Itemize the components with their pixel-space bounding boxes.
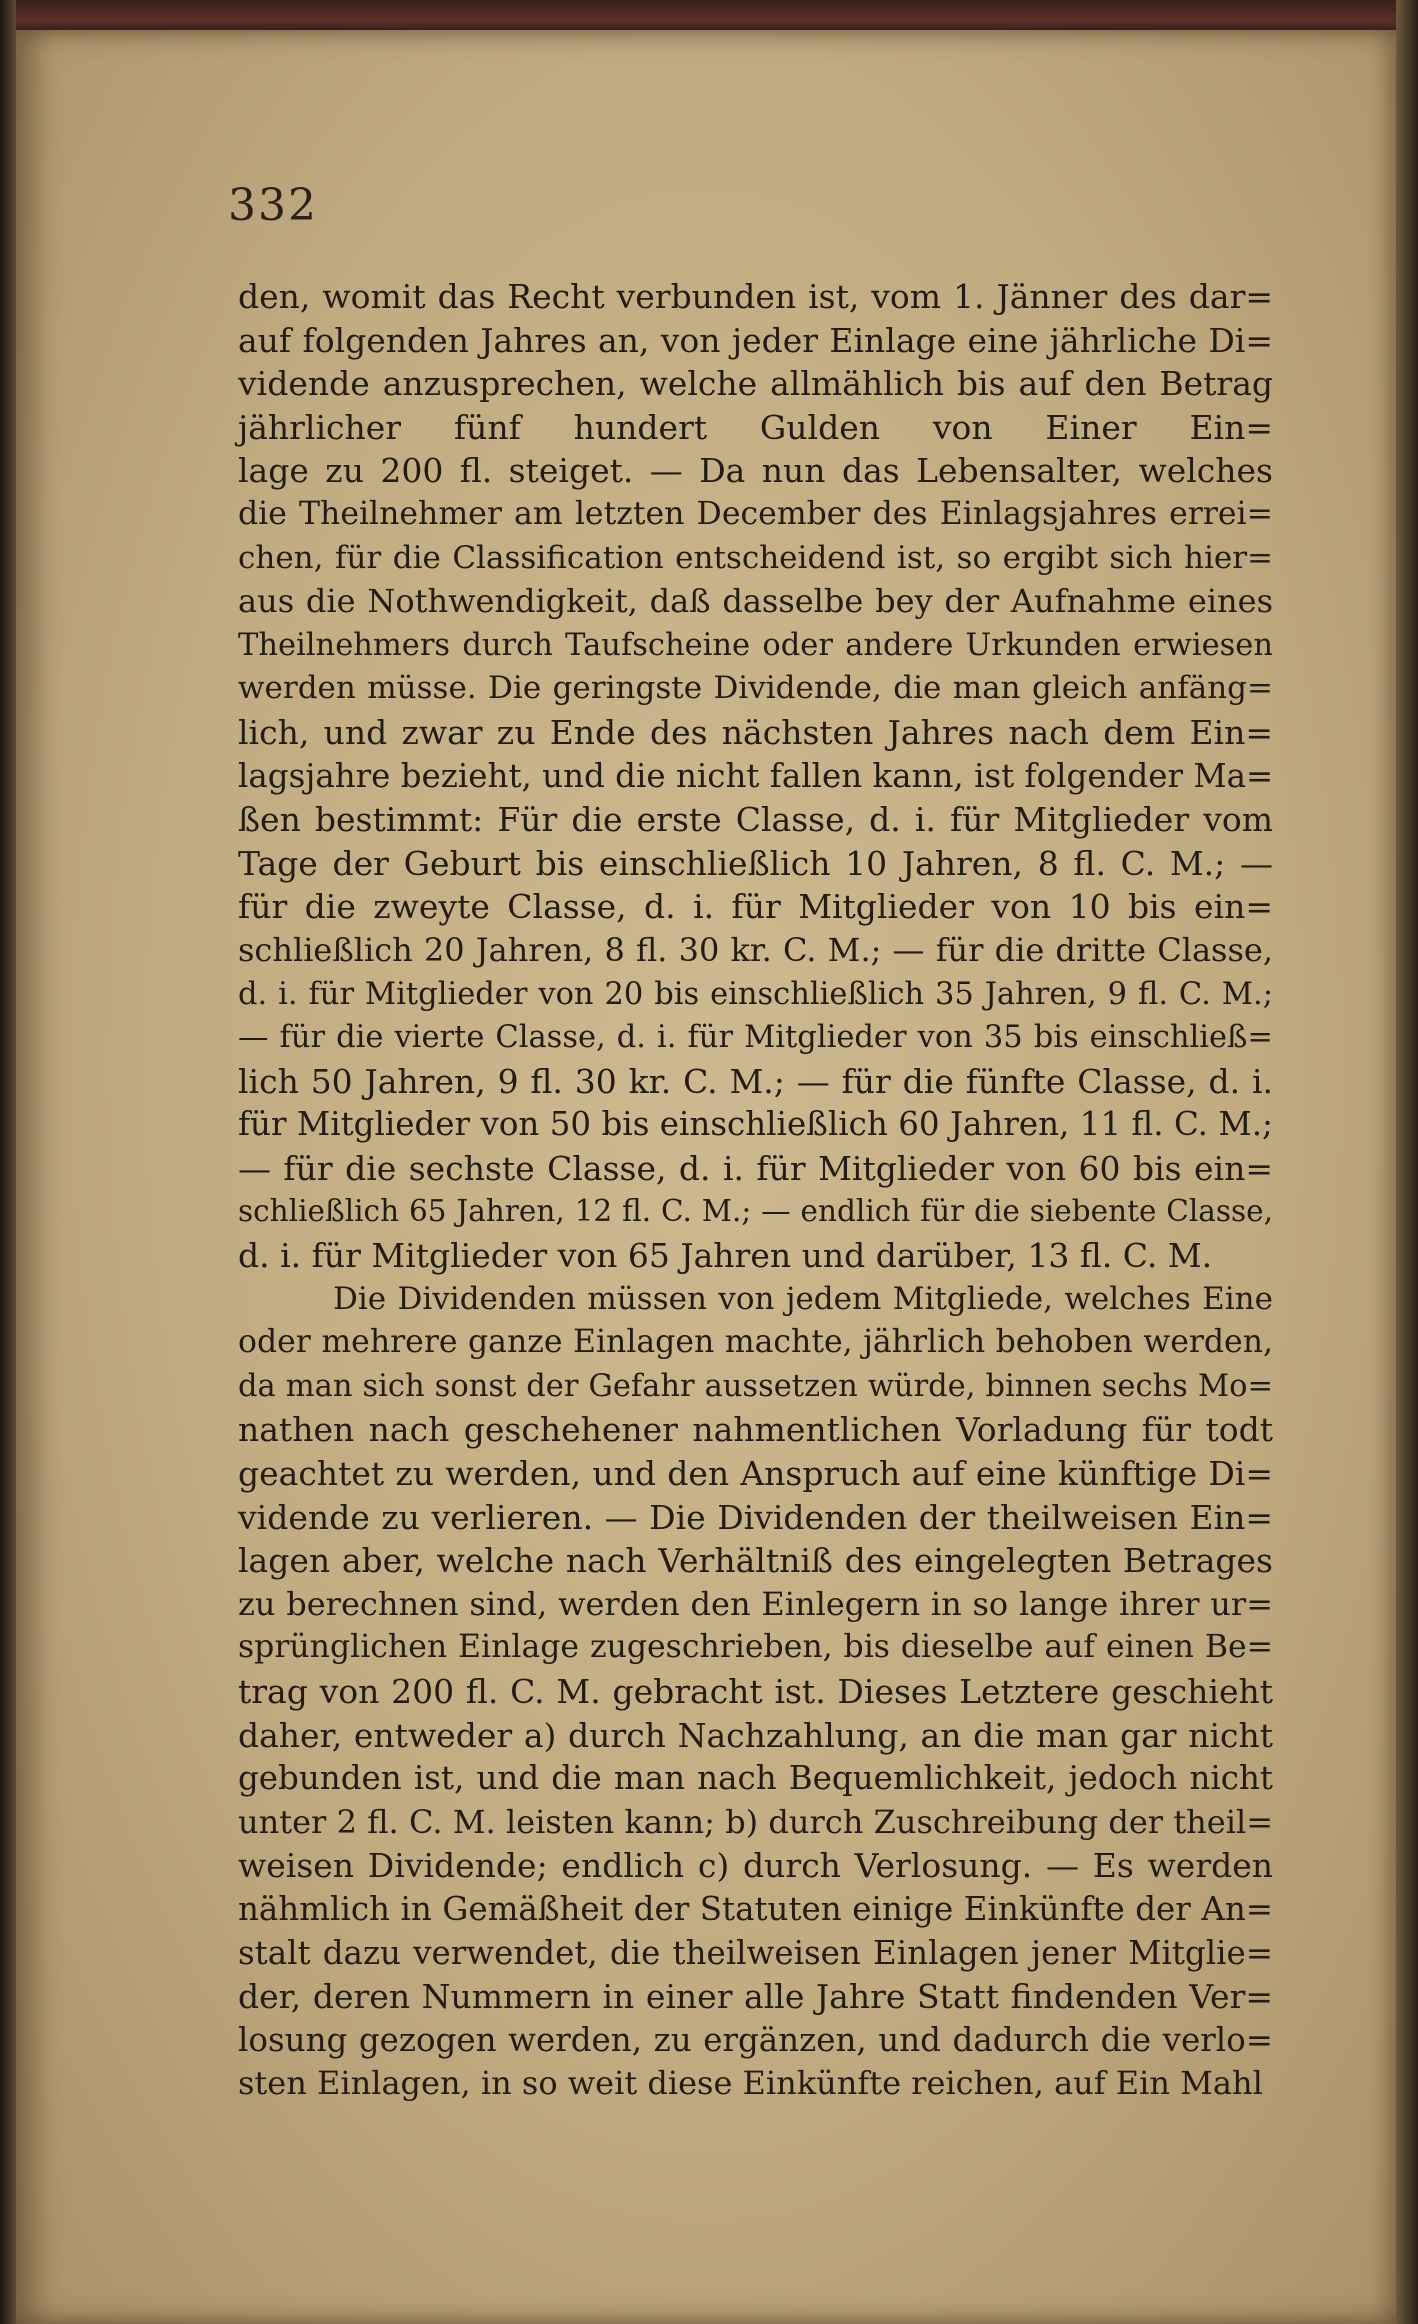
text-line: Die Dividenden müssen von jedem Mitgliede, welches Eine <box>333 1280 1273 1317</box>
text-line: zu berechnen sind, werden den Einlegern in so lange ihrer ur= <box>238 1584 1273 1623</box>
text-line: lagsjahre bezieht, und die nicht fallen kann, ist folgender Ma= <box>238 756 1274 795</box>
text-line: lage zu 200 fl. steiget. — Da nun das Lebensalter, welches <box>238 451 1273 491</box>
text-line: werden müsse. Die geringste Dividende, die man gleich anfäng= <box>238 670 1273 707</box>
text-line: für Mitglieder von 50 bis einschließlich 60 Jahren, 11 fl. C. M.; <box>238 1105 1273 1144</box>
text-line: weisen Dividende; endlich c) durch Verlosung. — Es werden <box>238 1846 1273 1886</box>
text-line: da man sich sonst der Gefahr aussetzen würde, binnen sechs Mo= <box>238 1368 1273 1404</box>
text-line: geachtet zu werden, und den Anspruch auf eine künftige Di= <box>238 1454 1273 1494</box>
text-line: schließlich 65 Jahren, 12 fl. C. M.; — endlich für die siebente Classe, <box>238 1194 1273 1229</box>
text-line: — für die vierte Classe, d. i. für Mitglieder von 35 bis einschließ= <box>238 1020 1273 1056</box>
text-line: vidende zu verlieren. — Die Dividenden der theilweisen Ein= <box>238 1497 1273 1537</box>
text-line: Tage der Geburt bis einschließlich 10 Jahren, 8 fl. C. M.; — <box>238 843 1273 883</box>
text-line: Theilnehmers durch Taufscheine oder andere Urkunden erwiesen <box>238 627 1273 663</box>
text-line: schließlich 20 Jahren, 8 fl. 30 kr. C. M.; — für die dritte Classe, <box>238 930 1273 969</box>
book-fore-edge <box>1396 0 1418 2324</box>
text-line: lich 50 Jahren, 9 fl. 30 kr. C. M.; — für die fünfte Classe, d. i. <box>238 1061 1273 1101</box>
text-line: oder mehrere ganze Einlagen machte, jährlich behoben werden, <box>238 1324 1273 1361</box>
text-line: jährlicher fünf hundert Gulden von Einer Ein= <box>238 407 1273 447</box>
text-line: den, womit das Recht verbunden ist, vom 1. Jänner des dar= <box>238 277 1273 316</box>
text-line: sprünglichen Einlage zugeschrieben, bis dieselbe auf einen Be= <box>238 1629 1273 1666</box>
text-line: d. i. für Mitglieder von 65 Jahren und darüber, 13 fl. C. M. <box>238 1236 1213 1276</box>
book-spine-edge <box>0 0 16 2324</box>
text-line: aus die Nothwendigkeit, daß dasselbe bey der Aufnahme eines <box>238 582 1273 621</box>
book-top-edge <box>0 0 1418 34</box>
page-number: 332 <box>228 180 318 231</box>
text-line: nähmlich in Gemäßheit der Statuten einige Einkünfte der An= <box>238 1889 1273 1928</box>
text-line: trag von 200 fl. C. M. gebracht ist. Dieses Letztere geschieht <box>238 1672 1273 1711</box>
text-line: daher, entweder a) durch Nachzahlung, an die man gar nicht <box>238 1715 1273 1755</box>
text-line: auf folgenden Jahres an, von jeder Einlage eine jährliche Di= <box>238 320 1273 360</box>
text-line: lich, und zwar zu Ende des nächsten Jahres nach dem Ein= <box>238 712 1273 752</box>
text-line: d. i. für Mitglieder von 20 bis einschließlich 35 Jahren, 9 fl. C. M.; <box>238 976 1273 1012</box>
text-line: vidende anzusprechen, welche allmählich bis auf den Betrag <box>238 364 1273 404</box>
text-line: für die zweyte Classe, d. i. für Mitglieder von 10 bis ein= <box>238 887 1273 927</box>
text-line: — für die sechste Classe, d. i. für Mitglieder von 60 bis ein= <box>238 1148 1273 1188</box>
text-line: ßen bestimmt: Für die erste Classe, d. i. für Mitglieder vom <box>238 800 1273 840</box>
text-line: lagen aber, welche nach Verhältniß des eingelegten Betrages <box>238 1541 1273 1581</box>
text-line: sten Einlagen, in so weit diese Einkünfte reichen, auf Ein Mahl <box>238 2064 1263 2103</box>
text-line: chen, für die Classification entscheidend ist, so ergibt sich hier= <box>238 539 1273 576</box>
text-line: der, deren Nummern in einer alle Jahre Statt findenden Ver= <box>238 1977 1273 2017</box>
text-line: unter 2 fl. C. M. leisten kann; b) durch Zuschreibung der theil= <box>238 1802 1273 1841</box>
text-line: die Theilnehmer am letzten December des Einlagsjahres errei= <box>238 495 1273 532</box>
book-page <box>16 30 1396 2324</box>
text-line: nathen nach geschehener nahmentlichen Vorladung für todt <box>238 1410 1273 1450</box>
text-line: gebunden ist, und die man nach Bequemlichkeit, jedoch nicht <box>238 1759 1273 1798</box>
body-text <box>238 275 1273 2106</box>
text-line: stalt dazu verwendet, die theilweisen Einlagen jener Mitglie= <box>238 1933 1273 1972</box>
text-line: losung gezogen werden, zu ergänzen, und dadurch die verlo= <box>238 2020 1273 2059</box>
